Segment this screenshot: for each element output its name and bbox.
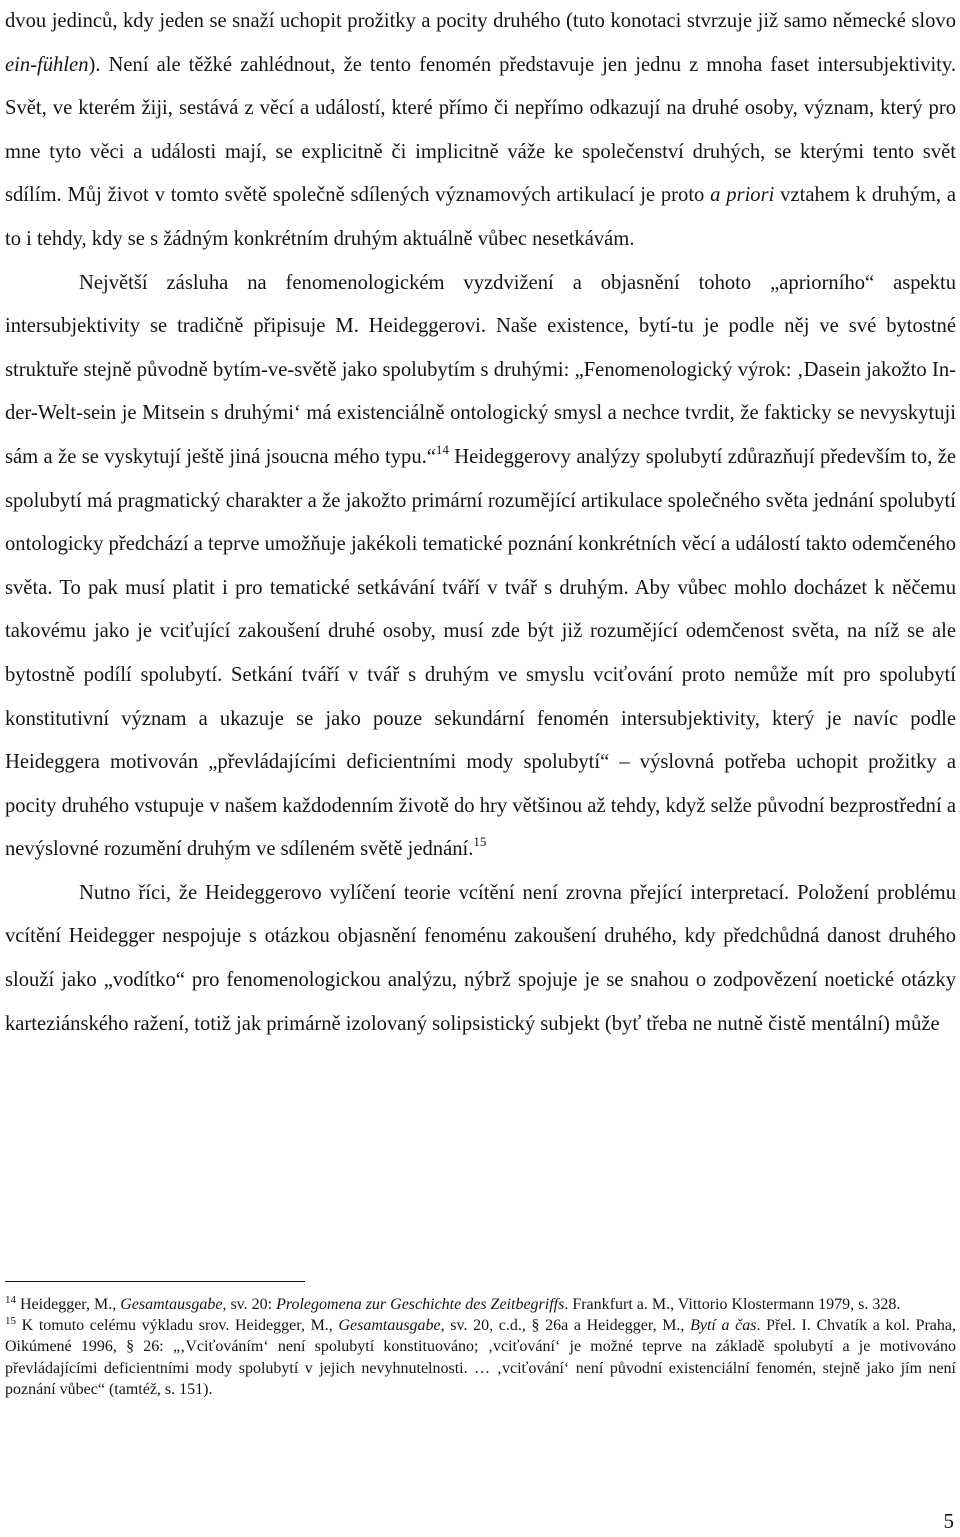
- footnote-number: 14: [5, 1294, 16, 1306]
- paragraph-p1: [5, 0, 956, 262]
- footnote-reference: 15: [473, 834, 487, 850]
- text-run: vztahem k druhým, a to i tehdy, kdy se s žádným konkrétním druhým aktuálně vůbec nesetkávám.: [5, 184, 957, 250]
- text-run: , sv. 20, c.d., § 26a a Heidegger, M.,: [440, 1317, 691, 1335]
- text-run: Heidegger, M.,: [16, 1296, 121, 1313]
- italic-text: Bytí a čas: [690, 1317, 757, 1335]
- italic-text: Gesamtausgabe: [338, 1317, 441, 1335]
- body-text: [5, 0, 956, 1046]
- italic-text: Gesamtausgabe: [120, 1296, 223, 1313]
- text-run: Heideggerovy analýzy spolubytí zdůrazňují především to, že spolubytí má pragmatický charakter a že jakožto primární rozumějící artikulace společného světa jednání spolubytí ontologicky předchází a teprve umožňuje jakékoli tematické poznání konkrétních věcí a událostí takto odemčeného světa. To pak musí platit i pro tematické setkávání tváří v tvář s druhým. Aby vůbec mohlo docházet k něčemu takovému jako je vciťující zakoušení druhé osoby, musí zde být již rozumějící odemčenost světa, na níž se ale bytostně podílí spolubytí. Setkání tváří v tvář s druhým ve smyslu vciťování proto nemůže mít pro spolubytí konstitutivní význam a ukazuje se jako pouze sekundární fenomén intersubjektivity, který je navíc podle Heideggera motivován „převládajícími deficientními mody spolubytí“ – výslovná potřeba uchopit prožitky a pocity druhého vstupuje v našem každodenním životě do hry většinou až tehdy, když selže původní bezprostřední a nevýslovné rozumění druhým ve sdíleném světě jednání.: [5, 445, 956, 861]
- footnote-separator: [5, 1281, 305, 1282]
- text-run: ). Není ale těžké zahlédnout, že tento fenomén představuje jen jednu z mnoha faset intersubjektivity. Svět, ve kterém žiji, sestává z věcí a událostí, které přímo či nepřímo odkazují na druhé osoby, význam, který pro mne tyto věci a události mají, se explicitně či implicitně váže ke společenství druhých, se kterými tento svět sdílím. Můj život v tomto světě společně sdílených významových artikulací je proto: [5, 53, 956, 207]
- footnote-15: [5, 1315, 956, 1400]
- italic-text: Prolegomena zur Geschichte des Zeitbegriffs: [276, 1296, 565, 1313]
- text-run: Nutno říci, že Heideggerovo vylíčení teorie vcítění není zrovna přející interpretací. Položení problému vcítění Heidegger nespojuje s otázkou objasnění fenoménu zakoušení druhého, kdy předchůdná danost druhého slouží jako „vodítko“ pro fenomenologickou analýzu, nýbrž spojuje je se snahou o zodpovězení noetické otázky karteziánského ražení, totiž jak primárně izolovaný solipsistický subjekt (byť třeba ne nutně čistě mentální) může: [5, 881, 956, 1035]
- paragraph-p2: [5, 262, 956, 872]
- italic-text: a priori: [710, 184, 775, 207]
- text-run: . Přel. I. Chvatík a kol. Praha, Oikúmené 1996, § 26: „‚Vciťováním‘ není spolubytí konstituováno; ‚vciťování‘ je možné teprve na základě spolubytí a je motivováno převládajícími deficientními mody spolubytí v jejich nevyhnutelnosti. … ‚vciťování‘ není původní existenciální fenomén, stejně jako jím není poznání vůbec“ (tamtéž, s. 151).: [5, 1317, 956, 1398]
- page-number: 5: [943, 1509, 954, 1533]
- text-run: K tomuto celému výkladu srov. Heidegger, M.,: [16, 1317, 339, 1335]
- text-run: , sv. 20:: [222, 1296, 277, 1313]
- footnote-reference: 14: [435, 441, 449, 457]
- footnote-14: [5, 1294, 956, 1315]
- italic-text: ein-fühlen: [5, 53, 89, 76]
- text-run: . Frankfurt a. M., Vittorio Klostermann 1979, s. 328.: [564, 1296, 901, 1313]
- text-run: Největší zásluha na fenomenologickém vyzdvižení a objasnění tohoto „apriorního“ aspektu intersubjektivity se tradičně připisuje M. Heideggerovi. Naše existence, bytí-tu je podle něj ve své bytostné struktuře stejně původně bytím-ve-světě jako spolubytím s druhými: „Fenomenologický výrok: ‚Dasein jakožto In-der-Welt-sein je Mitsein s druhými‘ má existenciálně ontologický smysl a nechce tvrdit, že fakticky se nevyskytuji sám a že se vyskytují ještě jiná jsoucna mého typu.“: [5, 271, 956, 468]
- footnote-number: 15: [5, 1315, 16, 1328]
- paragraph-p3: [5, 872, 956, 1046]
- footnotes: [5, 1294, 956, 1400]
- text-run: dvou jedinců, kdy jeden se snaží uchopit prožitky a pocity druhého (tuto konotaci stvrzuje již samo německé slovo: [5, 10, 956, 32]
